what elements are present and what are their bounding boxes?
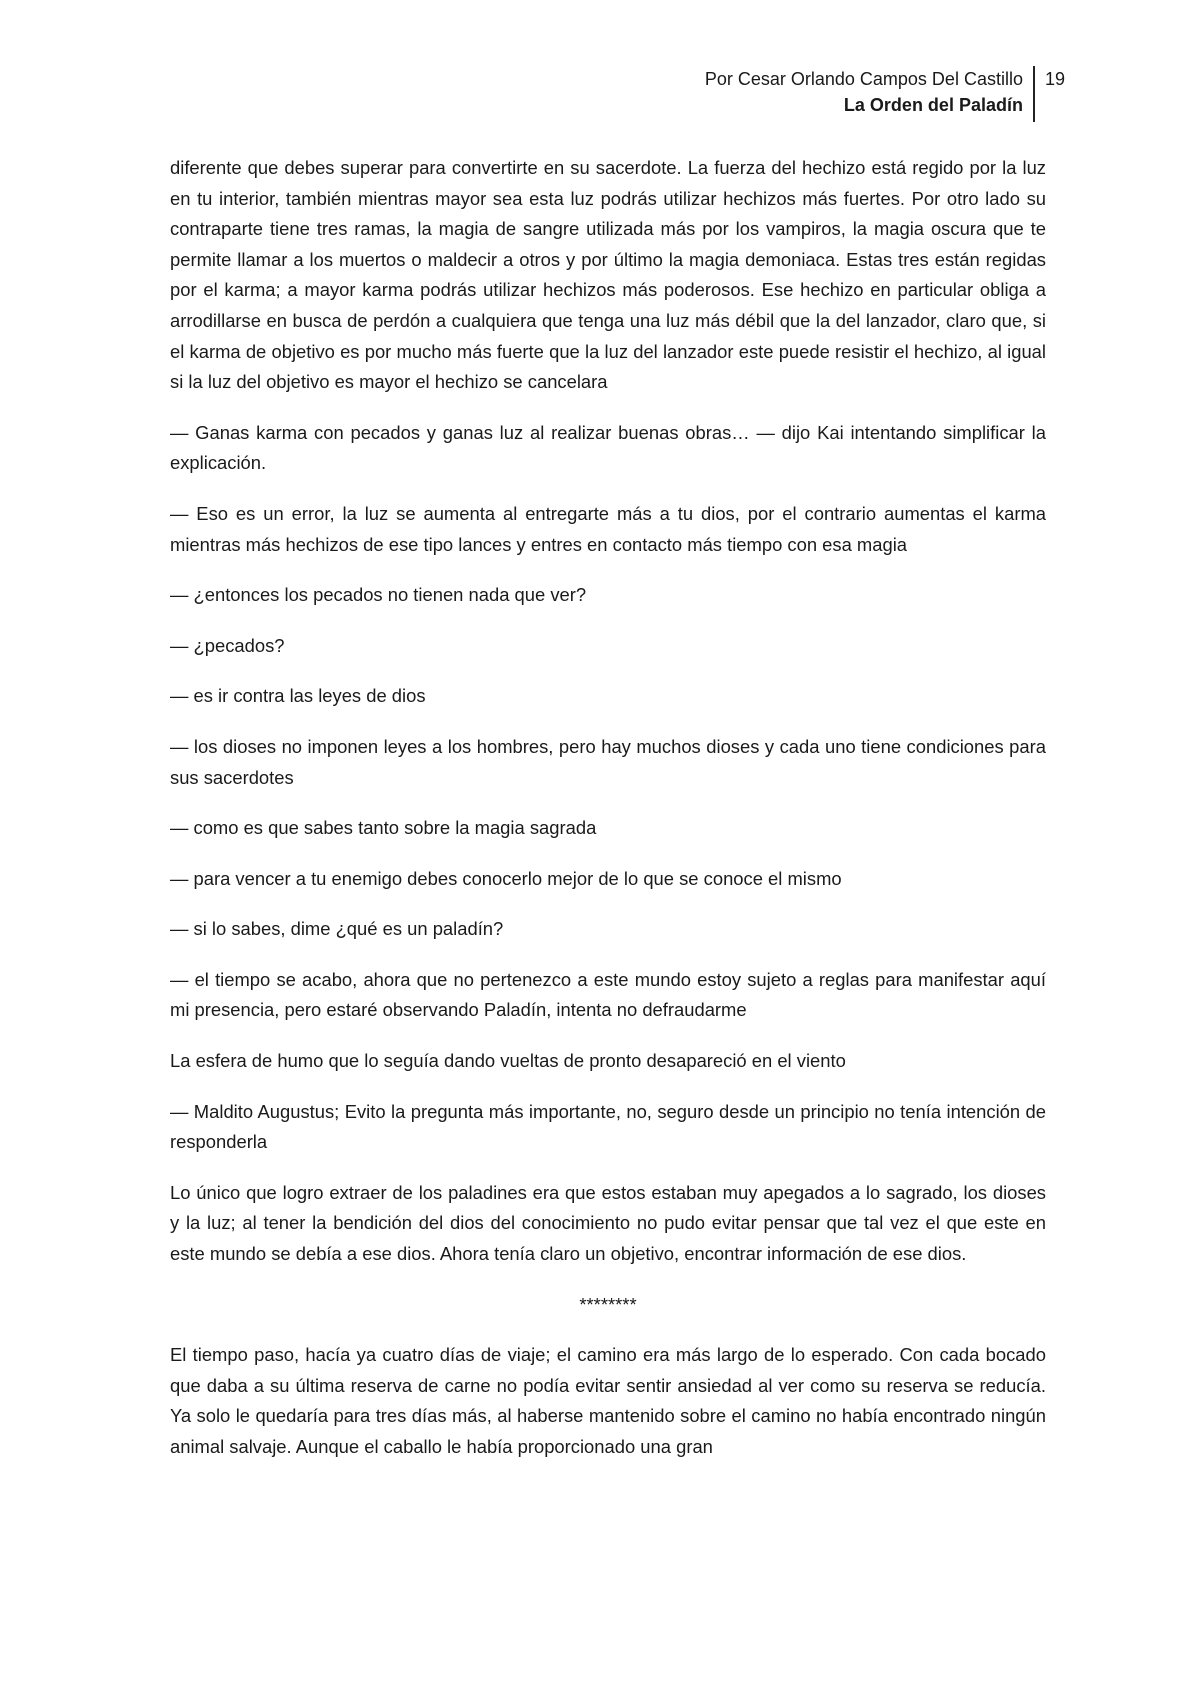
paragraph: — si lo sabes, dime ¿qué es un paladín? <box>170 918 504 940</box>
page-number: 19 <box>1044 69 1065 89</box>
section-separator: ******** <box>579 1293 637 1315</box>
paragraph: — ¿pecados? <box>170 634 285 656</box>
paragraph: — es ir contra las leyes de dios <box>170 685 426 707</box>
paragraph: La esfera de humo que lo seguía dando vueltas de pronto desapareció en el viento <box>170 1050 846 1072</box>
paragraph: — Eso es un error, la luz se aumenta al entregarte más a tu dios, por el contrario aumentas el karma mientras más hechizos de ese tipo lances y entres en contacto más tiempo con esa magia <box>170 502 1046 555</box>
body-text <box>170 153 1046 1483</box>
paragraph: El tiempo paso, hacía ya cuatro días de viaje; el camino era más largo de lo esperado. Con cada bocado que daba a su última reserva de carne no podía evitar sentir ansiedad al ver como su reserva se reducía. Ya solo le quedaría para tres días más, al haberse mantenido sobre el camino no había encontrado ningún animal salvaje. Aunque el caballo le había proporcionado una gran <box>170 1344 1046 1457</box>
header-book-title: La Orden del Paladín <box>843 95 1023 115</box>
paragraph: Lo único que logro extraer de los paladines era que estos estaban muy apegados a lo sagrado, los dioses y la luz; al tener la bendición del dios del conocimiento no pudo evitar pensar que tal vez el que este en este mundo se debía a ese dios. Ahora tenía claro un objetivo, encontrar información de ese dios. <box>170 1181 1046 1265</box>
paragraph: diferente que debes superar para convertirte en su sacerdote. La fuerza del hechizo está regido por la luz en tu interior, también mientras mayor sea esta luz podrás utilizar hechizos más fuertes. Por otro lado su contraparte tiene tres ramas, la magia de sangre utilizada más por los vampiros, la magia oscura que te permite llamar a los muertos o maldecir a otros y por último la magia demoniaca. Estas tres están regidas por el karma; a mayor karma podrás utilizar hechizos más poderosos. Ese hechizo en particular obliga a arrodillarse en busca de perdón a cualquiera que tenga una luz más débil que la del lanzador, claro que, si el karma de objetivo es por mucho más fuerte que la luz del lanzador este puede resistir el hechizo, al igual si la luz del objetivo es mayor el hechizo se cancelara <box>170 157 1046 393</box>
paragraph: — para vencer a tu enemigo debes conocerlo mejor de lo que se conoce el mismo <box>170 867 842 889</box>
paragraph: — ¿entonces los pecados no tienen nada que ver? <box>170 584 587 606</box>
paragraph: — como es que sabes tanto sobre la magia sagrada <box>170 817 597 839</box>
header-author: Por Cesar Orlando Campos Del Castillo <box>704 69 1023 89</box>
page-header <box>705 66 1065 122</box>
paragraph: — los dioses no imponen leyes a los hombres, pero hay muchos dioses y cada uno tiene condiciones para sus sacerdotes <box>170 735 1046 788</box>
paragraph: — Ganas karma con pecados y ganas luz al realizar buenas obras… — dijo Kai intentando simplificar la explicación. <box>170 421 1046 474</box>
header-text <box>705 66 1033 118</box>
paragraph: — Maldito Augustus; Evito la pregunta más importante, no, seguro desde un principio no tenía intención de responderla <box>170 1100 1046 1153</box>
paragraph: — el tiempo se acabo, ahora que no pertenezco a este mundo estoy sujeto a reglas para manifestar aquí mi presencia, pero estaré observando Paladín, intenta no defraudarme <box>170 968 1046 1021</box>
